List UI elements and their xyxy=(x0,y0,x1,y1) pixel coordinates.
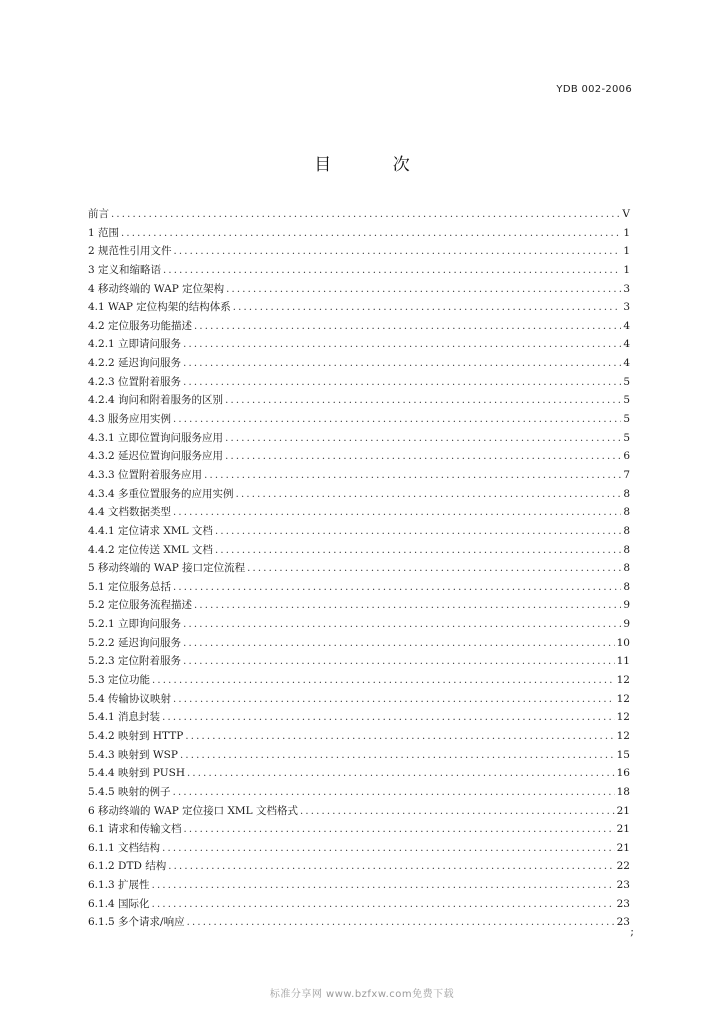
toc-entry-label: 3 定义和缩略语 xyxy=(88,263,162,276)
toc-entry-label: 4.2 定位服务功能描述 xyxy=(88,319,193,332)
toc-leader-dots xyxy=(226,281,621,300)
toc-leader-dots xyxy=(215,523,621,542)
toc-entry-label: 4.3.2 延迟位置询问服务应用 xyxy=(88,450,224,463)
toc-entry-page: 6 xyxy=(623,450,630,463)
toc-entry-page: 22 xyxy=(616,860,630,873)
toc-entry-label: 6.1.2 DTD 结构 xyxy=(88,860,167,873)
toc-entry[interactable] xyxy=(88,391,630,410)
toc-entry[interactable] xyxy=(88,671,630,690)
toc-entry-page: 21 xyxy=(616,823,630,836)
toc-entry-page: 3 xyxy=(623,282,630,295)
toc-entry-page: 12 xyxy=(616,692,630,705)
toc-entry-label: 4.3.3 位置附着服务应用 xyxy=(88,468,203,481)
toc-leader-dots xyxy=(183,374,621,393)
toc-entry[interactable] xyxy=(88,596,630,615)
toc-entry-label: 5.4.1 消息封装 xyxy=(88,711,161,724)
toc-leader-dots xyxy=(183,616,621,635)
toc-entry-page: 1 xyxy=(623,245,630,258)
toc-entry[interactable] xyxy=(88,317,630,336)
toc-entry[interactable] xyxy=(88,224,630,243)
toc-leader-dots xyxy=(187,914,615,933)
toc-entry-label: 4.4.1 定位请求 XML 文档 xyxy=(88,524,213,537)
toc-entry[interactable] xyxy=(88,802,630,821)
toc-leader-dots xyxy=(236,486,622,505)
toc-entry-label: 6.1.1 文档结构 xyxy=(88,841,161,854)
toc-entry[interactable] xyxy=(88,298,630,317)
toc-leader-dots xyxy=(152,672,615,691)
toc-entry-page: 5 xyxy=(623,394,630,407)
toc-entry-page: 21 xyxy=(616,841,630,854)
toc-entry[interactable] xyxy=(88,373,630,392)
toc-entry-page: 21 xyxy=(616,804,630,817)
toc-entry-label: 5.4.4 映射到 PUSH xyxy=(88,767,185,780)
toc-entry[interactable] xyxy=(88,820,630,839)
toc-entry-page: 8 xyxy=(623,506,630,519)
toc-entry[interactable] xyxy=(88,652,630,671)
toc-leader-dots xyxy=(173,784,615,803)
toc-entry-label: 5.1 定位服务总括 xyxy=(88,580,172,593)
toc-entry-label: 5.4 传输协议映射 xyxy=(88,692,172,705)
page-mark: ; xyxy=(630,925,634,938)
toc-entry[interactable] xyxy=(88,913,630,932)
table-of-contents xyxy=(88,205,630,932)
toc-entry[interactable] xyxy=(88,522,630,541)
toc-leader-dots xyxy=(173,411,621,430)
toc-entry[interactable] xyxy=(88,634,630,653)
toc-entry-label: 5.4.2 映射到 HTTP xyxy=(88,729,184,742)
toc-entry-label: 4 移动终端的 WAP 定位架构 xyxy=(88,282,225,295)
toc-entry-label: 4.2.2 延迟询问服务 xyxy=(88,357,182,370)
toc-leader-dots xyxy=(194,318,621,337)
toc-entry-page: 3 xyxy=(623,301,630,314)
toc-entry-page: 12 xyxy=(616,729,630,742)
toc-leader-dots xyxy=(204,467,621,486)
toc-entry[interactable] xyxy=(88,541,630,560)
toc-entry-page: 23 xyxy=(616,916,630,929)
toc-leader-dots xyxy=(215,542,621,561)
standard-code: YDB 002-2006 xyxy=(556,84,632,95)
toc-entry-page: 15 xyxy=(616,748,630,761)
toc-entry-page: 5 xyxy=(623,413,630,426)
toc-leader-dots xyxy=(247,560,621,579)
toc-entry-page: 23 xyxy=(616,897,630,910)
toc-entry[interactable] xyxy=(88,746,630,765)
toc-entry-label: 5.2.2 延迟询问服务 xyxy=(88,636,182,649)
toc-entry-page: 8 xyxy=(623,487,630,500)
footer-watermark: 标准分享网 www.bzfxw.com免费下载 xyxy=(269,989,455,1000)
toc-leader-dots xyxy=(173,504,621,523)
toc-entry-label: 4.1 WAP 定位构架的结构体系 xyxy=(88,301,231,314)
toc-leader-dots xyxy=(225,448,621,467)
toc-entry[interactable] xyxy=(88,615,630,634)
toc-leader-dots xyxy=(194,597,621,616)
toc-entry-page: 8 xyxy=(623,562,630,575)
toc-entry-label: 5.2.3 定位附着服务 xyxy=(88,655,182,668)
toc-entry-page: 23 xyxy=(616,879,630,892)
toc-entry[interactable] xyxy=(88,839,630,858)
toc-leader-dots xyxy=(152,896,615,915)
toc-entry-page: 12 xyxy=(616,674,630,687)
toc-entry[interactable] xyxy=(88,205,630,224)
toc-entry-page: 4 xyxy=(623,357,630,370)
toc-entry[interactable] xyxy=(88,280,630,299)
toc-entry-page: 9 xyxy=(623,618,630,631)
toc-leader-dots xyxy=(183,635,615,654)
toc-entry-page: 12 xyxy=(616,711,630,724)
toc-leader-dots xyxy=(174,243,622,262)
page-title: 目 次 xyxy=(314,155,438,175)
toc-leader-dots xyxy=(173,579,621,598)
toc-leader-dots xyxy=(183,355,621,374)
toc-entry[interactable] xyxy=(88,261,630,280)
toc-entry-label: 1 范围 xyxy=(88,226,120,239)
toc-entry-page: 4 xyxy=(623,319,630,332)
toc-entry-page: 8 xyxy=(623,580,630,593)
toc-entry[interactable] xyxy=(88,466,630,485)
toc-entry-label: 6 移动终端的 WAP 定位接口 XML 文档格式 xyxy=(88,804,298,817)
toc-leader-dots xyxy=(121,225,621,244)
toc-leader-dots xyxy=(225,430,621,449)
toc-leader-dots xyxy=(180,747,615,766)
toc-entry[interactable] xyxy=(88,578,630,597)
toc-entry-page: 5 xyxy=(623,375,630,388)
toc-entry-label: 4.2.1 立即请问服务 xyxy=(88,338,182,351)
toc-entry[interactable] xyxy=(88,895,630,914)
toc-entry-page: 8 xyxy=(623,543,630,556)
toc-entry-page: 7 xyxy=(623,468,630,481)
toc-entry-label: 5 移动终端的 WAP 接口定位流程 xyxy=(88,562,246,575)
toc-entry-label: 4.4.2 定位传送 XML 文档 xyxy=(88,543,213,556)
toc-entry[interactable] xyxy=(88,559,630,578)
toc-leader-dots xyxy=(183,653,615,672)
toc-entry-label: 4.4 文档数据类型 xyxy=(88,506,172,519)
toc-entry[interactable] xyxy=(88,429,630,448)
toc-entry[interactable] xyxy=(88,335,630,354)
toc-leader-dots xyxy=(225,392,621,411)
toc-entry-label: 4.3 服务应用实例 xyxy=(88,413,172,426)
toc-leader-dots xyxy=(187,765,615,784)
toc-entry-label: 4.2.4 询问和附着服务的区别 xyxy=(88,394,224,407)
toc-leader-dots xyxy=(162,709,615,728)
toc-entry-page: 16 xyxy=(616,767,630,780)
toc-entry-page: 18 xyxy=(616,785,630,798)
toc-entry-page: 10 xyxy=(616,636,630,649)
toc-leader-dots xyxy=(233,299,622,318)
toc-entry-label: 5.2 定位服务流程描述 xyxy=(88,599,193,612)
toc-entry[interactable] xyxy=(88,857,630,876)
toc-entry-label: 5.4.3 映射到 WSP xyxy=(88,748,178,761)
toc-leader-dots xyxy=(111,206,620,225)
toc-entry[interactable] xyxy=(88,727,630,746)
toc-entry-label: 6.1.5 多个请求/响应 xyxy=(88,916,185,929)
toc-leader-dots xyxy=(152,877,615,896)
toc-entry-label: 4.2.3 位置附着服务 xyxy=(88,375,182,388)
toc-entry-label: 前言 xyxy=(88,208,109,220)
toc-entry-label: 5.4.5 映射的例子 xyxy=(88,785,171,798)
toc-entry-label: 6.1.4 国际化 xyxy=(88,897,150,910)
toc-leader-dots xyxy=(183,336,621,355)
toc-leader-dots xyxy=(163,262,621,281)
toc-entry-label: 4.3.4 多重位置服务的应用实例 xyxy=(88,487,234,500)
toc-entry[interactable] xyxy=(88,708,630,727)
toc-entry[interactable] xyxy=(88,764,630,783)
toc-entry-label: 6.1.3 扩展性 xyxy=(88,879,150,892)
toc-entry-page: 1 xyxy=(623,226,630,239)
toc-entry-label: 6.1 请求和传输文档 xyxy=(88,823,182,836)
toc-entry[interactable] xyxy=(88,354,630,373)
toc-leader-dots xyxy=(173,691,615,710)
toc-entry-label: 2 规范性引用文件 xyxy=(88,245,172,258)
toc-entry-page: 1 xyxy=(623,263,630,276)
toc-entry-page: 8 xyxy=(623,524,630,537)
toc-leader-dots xyxy=(168,858,614,877)
toc-entry-label: 5.2.1 立即询问服务 xyxy=(88,618,182,631)
toc-entry-page: 11 xyxy=(616,655,630,668)
toc-entry[interactable] xyxy=(88,447,630,466)
toc-entry[interactable] xyxy=(88,242,630,261)
toc-entry-page: 4 xyxy=(623,338,630,351)
toc-entry-page: 9 xyxy=(623,599,630,612)
toc-leader-dots xyxy=(185,728,614,747)
toc-entry[interactable] xyxy=(88,503,630,522)
toc-entry[interactable] xyxy=(88,410,630,429)
toc-entry-page: 5 xyxy=(623,431,630,444)
toc-entry-label: 5.3 定位功能 xyxy=(88,674,151,687)
toc-leader-dots xyxy=(184,821,615,840)
toc-entry-page: V xyxy=(622,208,630,220)
toc-leader-dots xyxy=(162,840,615,859)
toc-entry[interactable] xyxy=(88,485,630,504)
toc-entry[interactable] xyxy=(88,876,630,895)
toc-entry[interactable] xyxy=(88,690,630,709)
toc-leader-dots xyxy=(300,803,615,822)
toc-entry[interactable] xyxy=(88,783,630,802)
toc-entry-label: 4.3.1 立即位置询问服务应用 xyxy=(88,431,224,444)
